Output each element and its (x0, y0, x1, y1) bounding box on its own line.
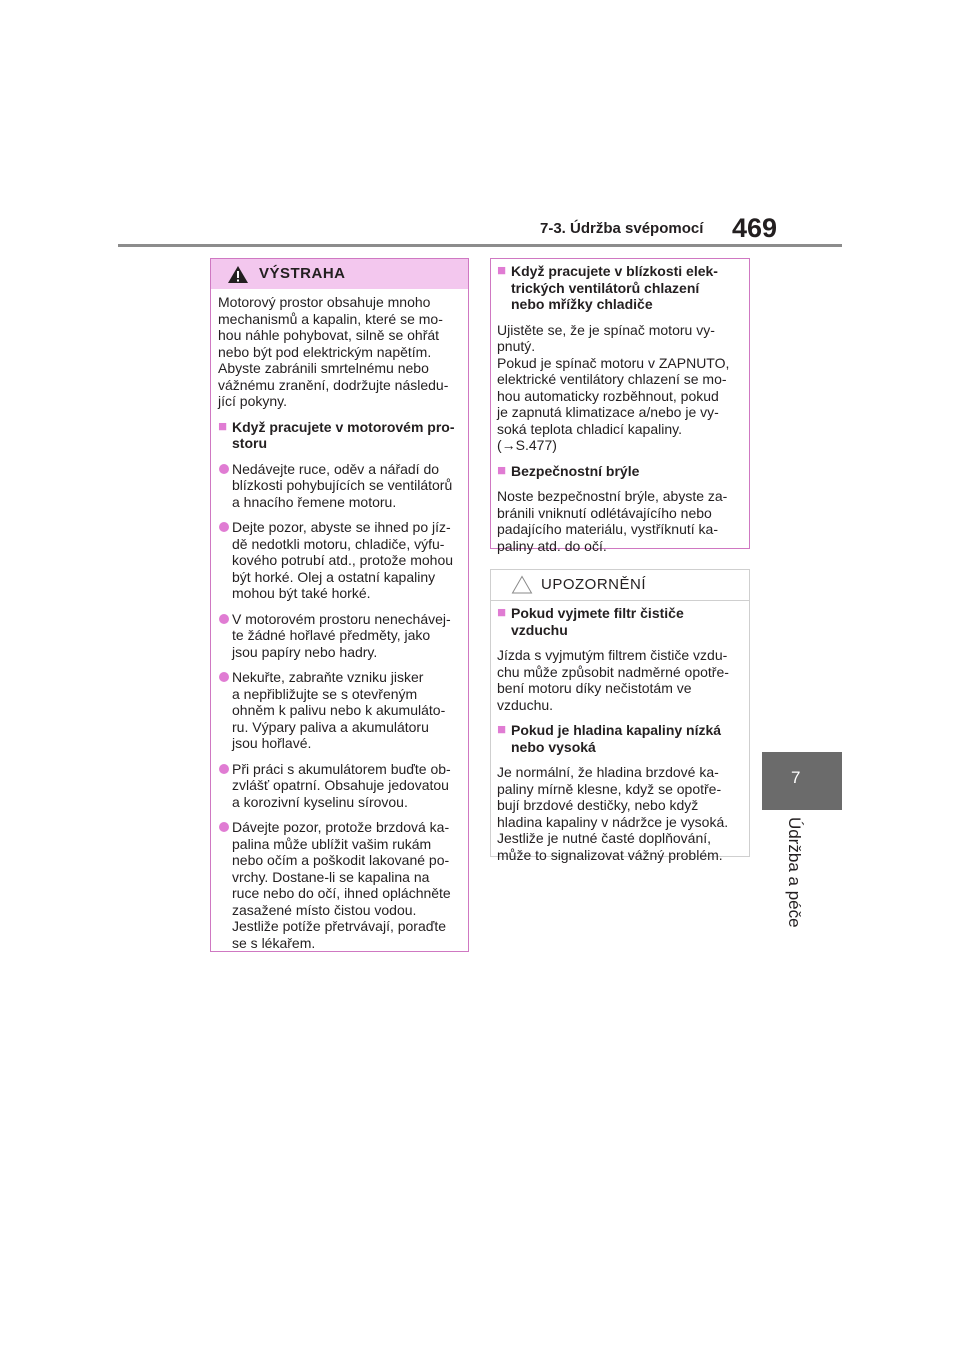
chapter-title: Údržba a péče (785, 817, 804, 928)
section-heading (497, 722, 743, 755)
bullet-dot-icon (218, 819, 232, 951)
caution-title: UPOZORNĚNÍ (541, 576, 647, 593)
bullet-text: V motorovém prostoru nenechávej- te žádné hořlavé předměty, jako jsou papíry nebo hadry. (232, 610, 451, 660)
section-body: Jízda s vyjmutým filtrem čističe vzdu- chu může způsobit nadměrné opotře- bení motoru díky nečistotám ve vzduchu. (497, 647, 729, 713)
section-body: Ujistěte se, že je spínač motoru vy- pnutý. Pokud je spínač motoru v ZAPNUTO, elektrické ventilátory chlazení se mo- hou automaticky rozběhnout, pokud je zapnutá klimatizace a/nebo je vy- soká teplota chladicí kapaliny. (→S.477) (497, 321, 730, 453)
square-bullet-icon: ■ (497, 262, 507, 279)
heading-text: Pokud je hladina kapaliny nízká nebo vysoká (511, 722, 722, 755)
bullet-text: Dávejte pozor, protože brzdová ka- palina může ublížit vašim rukám nebo očím a poškodit lakované po- vrchy. Dostane-li se kapalina na ruce nebo do očí, ihned opláchněte zasažené místo čistou vodou. Jestliže potíže přetrvávají, poraďte se s lékařem. (232, 819, 451, 951)
heading-text: Pokud vyjmete filtr čističe vzduchu (511, 605, 684, 638)
warning-intro: Motorový prostor obsahuje mnoho mechanismů a kapalin, které se mo- hou náhle pohybovat, silně se ohřát nebo být pod elektrickým napětím. Abyste zabránili smrtelnému nebo vážnému zranění, dodržujte následu- jící pokyny. (218, 294, 449, 409)
section-body: Je normální, že hladina brzdové ka- paliny mírně klesne, když se opotře- bují brzdové destičky, nebo když hladina kapaliny v nádržce je vysoká. Jestliže je nutné časté doplňování, může to signalizovat vážný problém. (497, 764, 729, 863)
square-bullet-icon: ■ (497, 461, 507, 479)
bullet-item (218, 819, 461, 951)
bullet-dot-icon (218, 611, 232, 661)
chapter-number: 7 (791, 768, 801, 787)
section-heading (497, 463, 743, 480)
caution-box (490, 569, 750, 863)
warning-subheading (218, 419, 461, 452)
page-number: 469 (732, 213, 778, 243)
chapter-tab[interactable] (762, 752, 842, 810)
caution-triangle-icon (511, 575, 533, 594)
heading-text: Když pracujete v blízkosti elek- trických ventilátorů chlazení nebo mřížky chladiče (511, 263, 718, 312)
bullet-dot-icon (218, 669, 232, 752)
header-rule (118, 244, 842, 247)
warning-box (210, 258, 469, 952)
bullet-item (218, 611, 461, 661)
bullet-text: Nekuřte, zabraňte vzniku jisker a nepřibližujte se s otevřeným ohněm k palivu nebo k akumuláto- ru. Výpary paliva a akumulátoru jsou hořlavé. (232, 669, 446, 751)
caution-header (491, 570, 749, 601)
square-bullet-icon: ■ (218, 417, 228, 435)
section-heading (497, 605, 743, 638)
bullet-item (218, 461, 461, 511)
bullet-item (218, 669, 461, 752)
section-body: Noste bezpečnostní brýle, abyste za- bránili vniknutí odlétávajícího nebo padajícího materiálu, vystříknutí ka- paliny atd. do očí. (497, 488, 728, 554)
warning-triangle-icon (227, 265, 249, 284)
bullet-dot-icon (218, 461, 232, 511)
section-title: 7-3. Údržba svépomocí (540, 220, 704, 237)
heading-text: Bezpečnostní brýle (511, 462, 640, 479)
bullet-text: Při práci s akumulátorem buďte ob- zvlášť opatrní. Obsahuje jedovatou a korozivní kyselinu sírovou. (232, 760, 451, 810)
bullet-dot-icon (218, 519, 232, 602)
caution-body (491, 601, 749, 863)
bullet-text: Dejte pozor, abyste se ihned po jíz- dě nedotkli motoru, chladiče, výfu- kového potrubí atd., protože mohou být horké. Olej a ostatní kapaliny mohou být také horké. (232, 519, 454, 601)
warning-title: VÝSTRAHA (259, 265, 346, 282)
bullet-dot-icon (218, 761, 232, 811)
square-bullet-icon: ■ (497, 721, 507, 738)
bullet-item (218, 519, 461, 602)
bullet-item (218, 761, 461, 811)
subheading-text: Když pracujete v motorovém pro- storu (232, 418, 455, 451)
section-heading (497, 263, 743, 313)
square-bullet-icon: ■ (497, 604, 507, 621)
warning-body (211, 289, 468, 951)
warning-header (211, 259, 468, 289)
warning-continuation-box (490, 258, 750, 554)
bullet-text: Nedávejte ruce, oděv a nářadí do blízkosti pohybujících se ventilátorů a hnacího řemene motoru. (232, 460, 453, 510)
